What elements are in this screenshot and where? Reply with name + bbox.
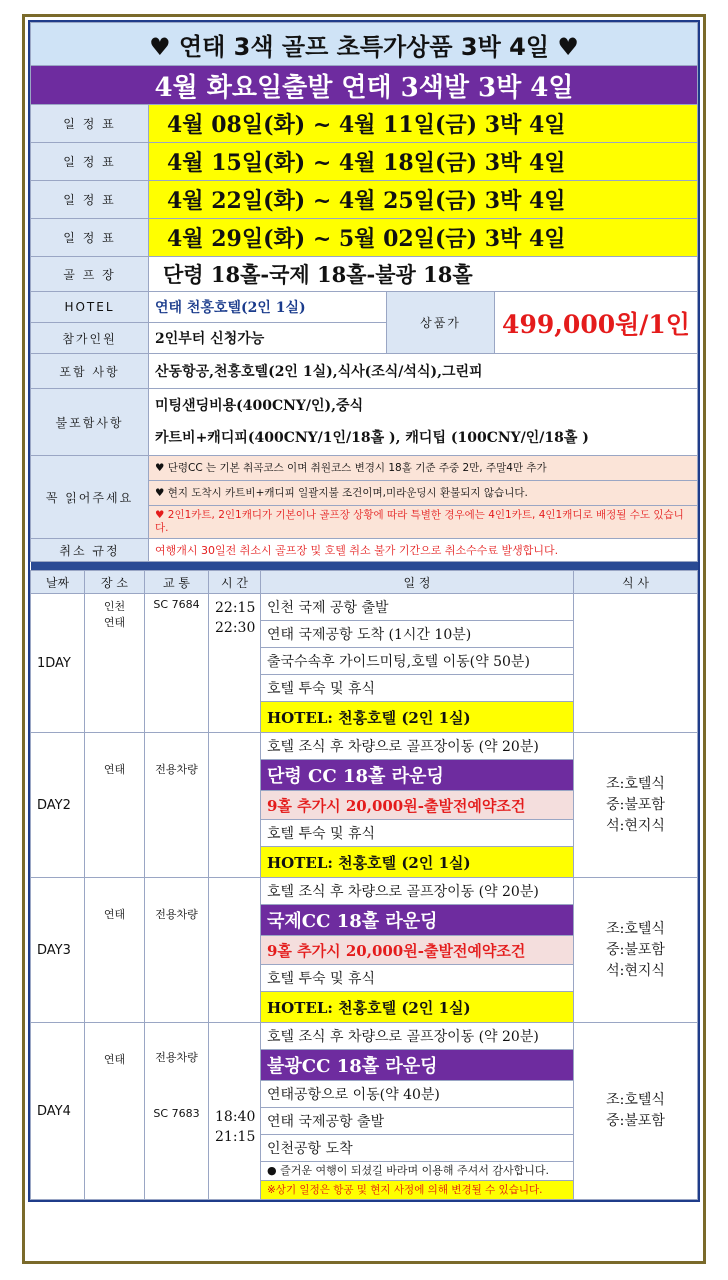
schedule-item: 호텔 투숙 및 휴식: [261, 675, 573, 702]
extra-holes-note: 9홀 추가시 20,000원-출발전예약조건: [261, 791, 573, 820]
schedule-row-2: 4월 15일(화) ~ 4월 18일(금) 3박 4일: [149, 143, 698, 181]
round-banner: 단령 CC 18홀 라운딩: [261, 760, 573, 791]
schedule-label: 일 정 표: [31, 181, 149, 219]
day-place: 연태: [85, 878, 145, 1023]
schedule-label: 일 정 표: [31, 219, 149, 257]
day-meal: 조:호텔식 중:불포함 석:현지식: [574, 733, 698, 878]
day-times: [209, 733, 261, 878]
day-meal: 조:호텔식 중:불포함: [574, 1023, 698, 1200]
col-transport: 교 통: [145, 571, 209, 594]
summary-table: [30, 22, 698, 570]
transport-flight: SC 7683: [153, 1107, 200, 1120]
day-meal: [574, 594, 698, 733]
schedule-row-3: 4월 22일(화) ~ 4월 25일(금) 3박 4일: [149, 181, 698, 219]
page-title: ♥ 연태 3색 골프 초특가상품 3박 4일 ♥: [31, 23, 698, 66]
day-place: 연태: [85, 733, 145, 878]
notice-1: ♥ 단령CC 는 기본 취곡코스 이며 취원코스 변경시 18홀 기준 주중 2만, 주말4만 추가: [149, 456, 698, 481]
transport-vehicle: 전용차량: [155, 1051, 198, 1064]
day-row: [31, 878, 698, 1023]
day-label: DAY4: [31, 1023, 85, 1200]
day-row: [31, 594, 698, 733]
schedule-item: 호텔 투숙 및 휴식: [261, 820, 573, 847]
round-banner: 국제CC 18홀 라운딩: [261, 905, 573, 936]
price-value: 499,000원/1인: [495, 292, 698, 354]
col-meal: 식 사: [574, 571, 698, 594]
subtitle-banner: 4월 화요일출발 연태 3색발 3박 4일: [31, 66, 698, 105]
notice-label: 꼭 읽어주세요: [31, 456, 149, 539]
day-row: [31, 733, 698, 878]
hotel-value: 연태 천홍호텔(2인 1실): [149, 292, 387, 323]
price-label: 상품가: [387, 292, 495, 354]
day-schedule: [261, 1023, 574, 1200]
exclude-value: [149, 389, 698, 456]
exclude-line-2: 카트비+캐디피(400CNY/1인/18홀 ), 캐디팁 (100CNY/인/18홀 ): [155, 430, 589, 446]
notice-3-text: 2인1카트, 2인1캐디가 기본이나 골프장 상황에 따라 특별한 경우에는 4인1카트, 4인1캐디로 배정될 수도 있습니다.: [155, 509, 684, 534]
schedule-item: 호텔 조식 후 차량으로 골프장이동 (약 20분): [261, 878, 573, 905]
people-label: 참가인원: [31, 323, 149, 354]
schedule-item: 인천공항 도착: [261, 1135, 573, 1162]
col-place: 장 소: [85, 571, 145, 594]
schedule-item: 출국수속후 가이드미팅,호텔 이동(약 50분): [261, 648, 573, 675]
hotel-banner: HOTEL: 천홍호텔 (2인 1실): [261, 847, 573, 878]
day-schedule: [261, 733, 574, 878]
schedule-row-1: 4월 08일(화) ~ 4월 11일(금) 3박 4일: [149, 105, 698, 143]
cancel-label: 취소 규정: [31, 539, 149, 562]
round-banner: 불광CC 18홀 라운딩: [261, 1050, 573, 1081]
page-frame: [22, 14, 706, 1264]
notice-2: ♥ 현지 도착시 카트비+캐디피 일괄지불 조건이며,미라운딩시 환불되지 않습니다.: [149, 481, 698, 506]
col-schedule: 일 정: [261, 571, 574, 594]
day-label: DAY2: [31, 733, 85, 878]
schedule-item: 호텔 조식 후 차량으로 골프장이동 (약 20분): [261, 1023, 573, 1050]
schedule-label: 일 정 표: [31, 105, 149, 143]
day-transport: 전용차량: [145, 733, 209, 878]
day-schedule: [261, 594, 574, 733]
people-value: 2인부터 신청가능: [149, 323, 387, 354]
day-place: 연태: [85, 1023, 145, 1200]
day-times: 22:15 22:30: [209, 594, 261, 733]
day-label: 1DAY: [31, 594, 85, 733]
day-schedule: [261, 878, 574, 1023]
include-value: 산동항공,천홍호텔(2인 1실),식사(조식/석식),그린피: [149, 354, 698, 389]
schedule-item: 연태 국제공항 도착 (1시간 10분): [261, 621, 573, 648]
exclude-line-1: 미팅샌딩비용(400CNY/인),중식: [155, 398, 364, 414]
day-row: [31, 1023, 698, 1200]
schedule-item: 호텔 투숙 및 휴식: [261, 965, 573, 992]
schedule-row-4: 4월 29일(화) ~ 5월 02일(금) 3박 4일: [149, 219, 698, 257]
schedule-item: 연태공항으로 이동(약 40분): [261, 1081, 573, 1108]
hotel-label: HOTEL: [31, 292, 149, 323]
exclude-label: 불포함사항: [31, 389, 149, 456]
extra-holes-note: 9홀 추가시 20,000원-출발전예약조건: [261, 936, 573, 965]
schedule-item: 인천 국제 공항 출발: [261, 594, 573, 621]
day-transport: SC 7684: [145, 594, 209, 733]
day-transport: [145, 1023, 209, 1200]
day-times: 18:40 21:15: [209, 1023, 261, 1200]
hotel-banner: HOTEL: 천홍호텔 (2인 1실): [261, 992, 573, 1023]
section-divider: [31, 562, 698, 571]
heart-icon: ♥: [155, 509, 165, 521]
thanks-note: ● 즐거운 여행이 되셨길 바라며 이용해 주셔서 감사합니다.: [261, 1162, 573, 1181]
schedule-label: 일 정 표: [31, 143, 149, 181]
day-times: [209, 878, 261, 1023]
schedule-item: 호텔 조식 후 차량으로 골프장이동 (약 20분): [261, 733, 573, 760]
schedule-item: 연태 국제공항 출발: [261, 1108, 573, 1135]
day-meal: 조:호텔식 중:불포함 석:현지식: [574, 878, 698, 1023]
day-transport: 전용차량: [145, 878, 209, 1023]
disclaimer-note: ※상기 일정은 항공 및 현지 사정에 의해 변경될 수 있습니다.: [261, 1181, 573, 1200]
golf-label: 골 프 장: [31, 257, 149, 292]
col-date: 날짜: [31, 571, 85, 594]
itinerary-table: [30, 570, 698, 1200]
notice-3: [149, 506, 698, 539]
include-label: 포함 사항: [31, 354, 149, 389]
golf-courses: 단령 18홀-국제 18홀-불광 18홀: [149, 257, 698, 292]
col-time: 시 간: [209, 571, 261, 594]
flyer: [28, 20, 700, 1202]
day-label: DAY3: [31, 878, 85, 1023]
day-place: 인천 연태: [85, 594, 145, 733]
cancel-policy: 여행개시 30일전 취소시 골프장 및 호텔 취소 불가 기간으로 취소수수료 발생합니다.: [149, 539, 698, 562]
hotel-banner: HOTEL: 천홍호텔 (2인 1실): [261, 702, 573, 733]
